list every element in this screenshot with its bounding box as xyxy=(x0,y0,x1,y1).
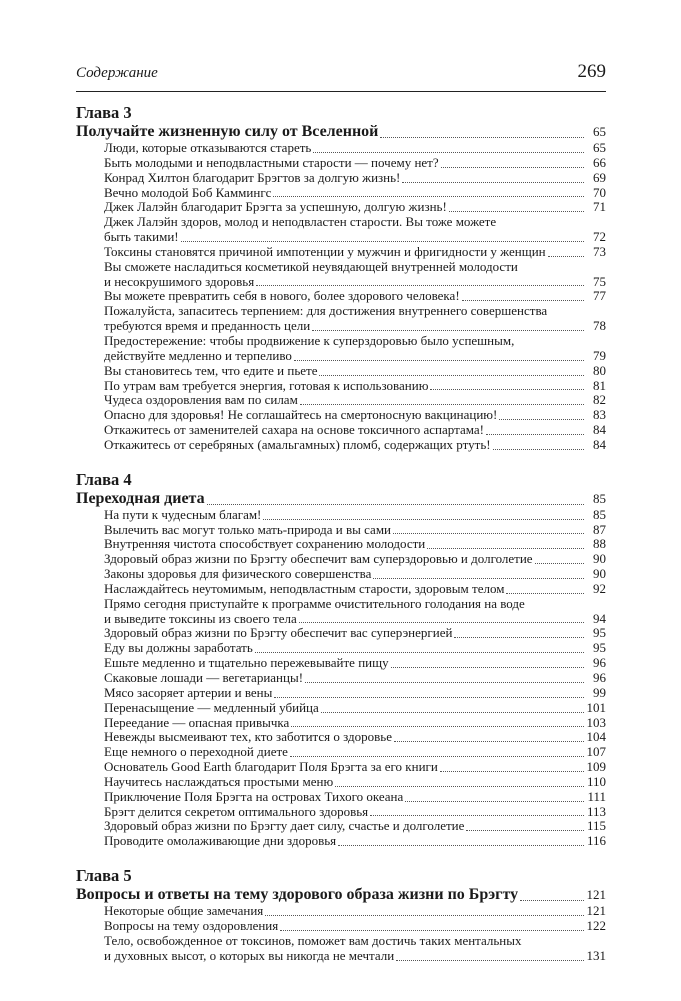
entry-page-number: 85 xyxy=(593,506,606,522)
dot-leader xyxy=(207,503,584,505)
entry-page-number: 84 xyxy=(593,422,606,438)
toc-entry xyxy=(76,289,606,304)
toc-entry xyxy=(76,334,606,349)
entry-page-number: 95 xyxy=(593,640,606,656)
entry-page-number: 113 xyxy=(586,803,606,819)
chapter-title-row xyxy=(76,489,606,508)
dot-leader xyxy=(263,518,584,520)
entry-text: Вечно молодой Боб Каммингс xyxy=(104,184,272,200)
entry-page-number: 88 xyxy=(593,536,606,552)
entry-text: Внутренняя чистота способствует сохранению молодости xyxy=(104,536,426,552)
toc-entry xyxy=(76,186,606,201)
entry-text: Вылечить вас могут только мать-природа и вы сами xyxy=(104,521,391,537)
toc-entry xyxy=(76,805,606,820)
dot-leader xyxy=(396,959,584,961)
entry-text: Вы становитесь тем, что едите и пьете xyxy=(104,362,318,378)
toc-entry xyxy=(76,260,606,275)
toc-entry xyxy=(76,626,606,641)
entry-page-number: 90 xyxy=(593,551,606,567)
chapter-label: Глава 3 xyxy=(76,103,132,122)
dot-leader xyxy=(313,151,584,153)
entry-text: Люди, которые отказываются стареть xyxy=(104,140,312,155)
dot-leader xyxy=(299,621,584,623)
toc-entry xyxy=(76,819,606,834)
entry-page-number: 110 xyxy=(586,773,606,789)
entry-text: Токсины становятся причиной импотенции у мужчин и фригидности у женщин xyxy=(104,243,546,259)
entry-text: Прямо сегодня приступайте к программе очистительного голодания на воде xyxy=(104,595,525,611)
entry-page-number: 75 xyxy=(593,273,606,289)
entry-text: Предостережение: чтобы продвижение к суперздоровью было успешным, xyxy=(104,332,515,348)
entry-text: Конрад Хилтон благодарит Брэгтов за долгую жизнь! xyxy=(104,169,401,185)
entry-text: Ешьте медленно и тщательно пережевывайте пищу xyxy=(104,655,389,671)
entry-page-number: 103 xyxy=(586,714,606,730)
toc-entry xyxy=(76,919,606,934)
toc-entry xyxy=(76,230,606,245)
entry-text: Еще немного о переходной диете xyxy=(104,744,288,760)
dot-leader xyxy=(338,844,584,846)
entry-text: Перенасыщение — медленный убийца xyxy=(104,699,319,715)
toc-entry xyxy=(76,364,606,379)
toc-entry xyxy=(76,656,606,671)
entry-page-number: 87 xyxy=(593,521,606,537)
entry-page-number: 71 xyxy=(593,199,606,215)
toc-entry xyxy=(76,408,606,423)
entry-text: На пути к чудесным благам! xyxy=(104,506,262,522)
dot-leader xyxy=(290,755,584,757)
entry-page-number: 115 xyxy=(586,818,606,834)
toc-entry xyxy=(76,745,606,760)
chapter-label: Глава 4 xyxy=(76,469,132,489)
dot-leader xyxy=(402,181,584,183)
entry-page-number: 92 xyxy=(593,580,606,596)
dot-leader xyxy=(255,651,584,653)
dot-leader xyxy=(265,914,584,916)
dot-leader xyxy=(393,532,584,534)
dot-leader xyxy=(462,299,584,301)
toc-entry xyxy=(76,716,606,731)
entry-text: Скаковые лошади — вегетарианцы! xyxy=(104,670,304,685)
entry-text: быть такими! xyxy=(104,229,179,245)
entry-text: Проводите омолаживающие дни здоровья xyxy=(104,833,337,849)
toc-entry xyxy=(76,730,606,745)
entry-page-number: 99 xyxy=(593,684,606,700)
toc-entry xyxy=(76,171,606,186)
chapter-page-number: 121 xyxy=(586,887,606,903)
toc-entry xyxy=(76,438,606,453)
entry-text: Мясо засоряет артерии и вены xyxy=(104,684,273,700)
toc-entry xyxy=(76,949,606,964)
entry-text: Здоровый образ жизни по Брэгту обеспечит вас суперэнергией xyxy=(104,625,453,641)
entry-page-number: 131 xyxy=(586,947,606,963)
entry-text: и выведите токсины из своего тела xyxy=(104,610,297,626)
toc-entry xyxy=(76,423,606,438)
toc-entry xyxy=(76,686,606,701)
entry-text: Невежды высмеивают тех, кто заботится о здоровье xyxy=(104,729,392,745)
toc-entry xyxy=(76,567,606,582)
entry-text: Тело, освобожденное от токсинов, поможет вам достичь таких ментальных xyxy=(104,932,522,948)
dot-leader xyxy=(280,929,584,931)
toc-entry xyxy=(76,156,606,171)
entry-page-number: 69 xyxy=(593,169,606,185)
dot-leader xyxy=(535,562,584,564)
toc-entry xyxy=(76,904,606,919)
entry-page-number: 96 xyxy=(593,670,606,685)
entry-text: По утрам вам требуется энергия, готовая к использованию xyxy=(104,377,429,393)
chapter-spacer xyxy=(76,849,606,866)
dot-leader xyxy=(300,403,584,405)
dot-leader xyxy=(499,418,584,420)
chapter-spacer xyxy=(76,453,606,470)
toc-entry xyxy=(76,612,606,627)
entry-text: действуйте медленно и терпеливо xyxy=(104,347,292,363)
dot-leader xyxy=(391,666,584,668)
dot-leader xyxy=(273,195,584,197)
entry-page-number: 96 xyxy=(593,655,606,671)
dot-leader xyxy=(335,785,584,787)
entry-page-number: 80 xyxy=(593,362,606,378)
toc-entry xyxy=(76,537,606,552)
entry-page-number: 72 xyxy=(593,229,606,245)
chapter-page-number: 85 xyxy=(593,490,606,506)
entry-text: Откажитесь от серебряных (амальгамных) пломб, содержащих ртуть! xyxy=(104,436,491,452)
entry-page-number: 104 xyxy=(586,729,606,745)
dot-leader xyxy=(493,448,584,450)
chapter-title-row xyxy=(76,885,606,904)
chapter-title-row xyxy=(76,122,606,141)
dot-leader xyxy=(441,166,584,168)
entry-text: Вы сможете насладиться косметикой неувядающей внутренней молодости xyxy=(104,258,518,274)
entry-text: Еду вы должны заработать xyxy=(104,640,253,656)
dot-leader xyxy=(312,329,584,331)
entry-page-number: 73 xyxy=(593,243,606,259)
dot-leader xyxy=(427,547,584,549)
toc-entry xyxy=(76,379,606,394)
entry-text: Приключение Поля Брэгта на островах Тихого океана xyxy=(104,788,404,804)
entry-page-number: 101 xyxy=(586,699,606,715)
entry-text: Переедание — опасная привычка xyxy=(104,714,290,730)
toc-entry xyxy=(76,245,606,260)
entry-text: Законы здоровья для физического совершенства xyxy=(104,566,372,582)
entry-page-number: 82 xyxy=(593,392,606,408)
dot-leader xyxy=(449,210,584,212)
chapter-title: Переходная диета xyxy=(76,489,205,507)
toc-entry xyxy=(76,200,606,215)
entry-page-number: 121 xyxy=(586,903,606,919)
entry-page-number: 107 xyxy=(586,744,606,760)
chapter-label: Глава 5 xyxy=(76,866,132,886)
entry-text: Вопросы на тему оздоровления xyxy=(104,917,279,933)
entry-text: Брэгт делится секретом оптимального здоровья xyxy=(104,803,369,819)
entry-text: Основатель Good Earth благодарит Поля Брэгта за его книги xyxy=(104,759,438,775)
toc-entry xyxy=(76,552,606,567)
entry-text: и несокрушимого здоровья xyxy=(104,273,255,289)
entry-text: Быть молодыми и неподвластными старости — почему нет? xyxy=(104,154,439,170)
toc-entry xyxy=(76,671,606,686)
entry-page-number: 116 xyxy=(586,833,606,849)
dot-leader xyxy=(520,899,584,901)
toc-entry xyxy=(76,393,606,408)
toc-entry xyxy=(76,701,606,716)
dot-leader xyxy=(321,711,584,713)
toc-entry xyxy=(76,790,606,805)
entry-text: требуются время и преданность цели xyxy=(104,318,311,334)
chapter-title: Вопросы и ответы на тему здорового образа жизни по Брэгту xyxy=(76,886,519,904)
entry-page-number: 90 xyxy=(593,566,606,582)
dot-leader xyxy=(181,240,584,242)
entry-page-number: 65 xyxy=(593,140,606,155)
entry-page-number: 78 xyxy=(593,318,606,334)
entry-text: Научитесь наслаждаться простыми меню xyxy=(104,773,334,789)
chapter-page-number: 65 xyxy=(593,124,606,139)
entry-text: Чудеса оздоровления вам по силам xyxy=(104,392,298,408)
toc-entry xyxy=(76,319,606,334)
dot-leader xyxy=(291,725,584,727)
toc-entry xyxy=(76,834,606,849)
dot-leader xyxy=(548,255,584,257)
dot-leader xyxy=(405,800,584,802)
dot-leader xyxy=(256,284,584,286)
entry-text: Пожалуйста, запаситесь терпением: для достижения внутреннего совершенства xyxy=(104,303,548,319)
entry-page-number: 122 xyxy=(586,917,606,933)
dot-leader xyxy=(319,374,584,376)
entry-page-number: 77 xyxy=(593,288,606,304)
entry-text: Наслаждайтесь неутомимым, неподвластным старости, здоровым телом xyxy=(104,580,505,596)
toc-entry xyxy=(76,523,606,538)
toc-entry xyxy=(76,304,606,319)
toc-entry xyxy=(76,275,606,290)
dot-leader xyxy=(454,636,584,638)
entry-text: Некоторые общие замечания xyxy=(104,903,264,919)
entry-text: Вы можете превратить себя в нового, более здорового человека! xyxy=(104,288,460,304)
toc-entry xyxy=(76,934,606,949)
page-number: 269 xyxy=(577,61,606,82)
dot-leader xyxy=(440,770,584,772)
dot-leader xyxy=(486,433,584,435)
entry-text: Опасно для здоровья! Не соглашайтесь на смертоносную вакцинацию! xyxy=(104,407,498,423)
toc-entry xyxy=(76,775,606,790)
dot-leader xyxy=(370,814,584,816)
toc-entry xyxy=(76,215,606,230)
entry-page-number: 79 xyxy=(593,347,606,363)
dot-leader xyxy=(373,577,584,579)
entry-page-number: 95 xyxy=(593,625,606,641)
toc-entry xyxy=(76,141,606,156)
header-rule xyxy=(76,91,606,92)
entry-page-number: 111 xyxy=(587,788,606,804)
dot-leader xyxy=(394,740,584,742)
chapter-title: Получайте жизненную силу от Вселенной xyxy=(76,123,379,140)
dot-leader xyxy=(294,359,584,361)
dot-leader xyxy=(274,696,584,698)
entry-text: Откажитесь от заменителей сахара на основе токсичного аспартама! xyxy=(104,422,484,438)
toc-entry xyxy=(76,760,606,775)
toc-entry xyxy=(76,641,606,656)
toc-entry xyxy=(76,349,606,364)
entry-page-number: 84 xyxy=(593,436,606,452)
entry-page-number: 109 xyxy=(586,759,606,775)
toc-entry xyxy=(76,597,606,612)
entry-text: Джек Лалэйн благодарит Брэгта за успешную, долгую жизнь! xyxy=(104,199,447,215)
toc-entry xyxy=(76,582,606,597)
dot-leader xyxy=(466,829,584,831)
entry-page-number: 81 xyxy=(593,377,606,393)
dot-leader xyxy=(380,136,584,138)
entry-page-number: 66 xyxy=(593,154,606,170)
dot-leader xyxy=(430,388,584,390)
toc-entry xyxy=(76,508,606,523)
entry-text: Здоровый образ жизни по Брэгту дает силу, счастье и долголетие xyxy=(104,818,465,834)
entry-page-number: 70 xyxy=(593,184,606,200)
entry-page-number: 83 xyxy=(593,407,606,423)
running-head xyxy=(76,61,606,87)
dot-leader xyxy=(506,592,584,594)
section-title: Содержание xyxy=(76,65,158,81)
entry-text: Здоровый образ жизни по Брэгту обеспечит вам суперздоровью и долголетие xyxy=(104,551,533,567)
entry-text: и духовных высот, о которых вы никогда не мечтали xyxy=(104,947,395,963)
table-of-contents xyxy=(76,103,606,964)
dot-leader xyxy=(305,681,584,683)
entry-page-number: 94 xyxy=(593,610,606,626)
entry-text: Джек Лалэйн здоров, молод и неподвластен старости. Вы тоже можете xyxy=(104,214,497,230)
